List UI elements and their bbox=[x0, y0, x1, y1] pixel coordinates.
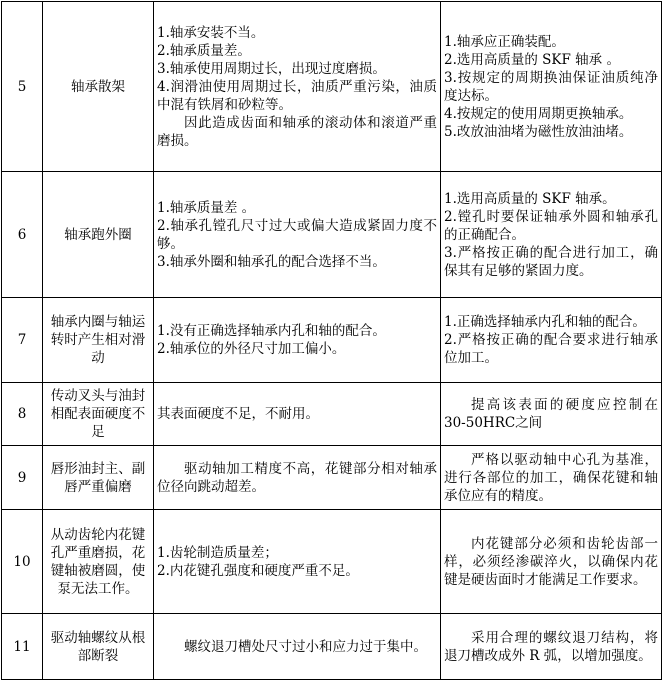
cause-line: 3.轴承使用周期过长，出现过度磨损。 bbox=[157, 60, 386, 77]
fix-line: 提高该表面的硬度应控制在 30-50HRC之间 bbox=[444, 397, 658, 431]
cause-cell bbox=[154, 2, 441, 172]
cause-line: 因此造成齿面和轴承的滚动体和滚道严重磨损。 bbox=[157, 114, 437, 149]
fix-line: 1.正确选择轴承内孔和轴的配合。 bbox=[444, 314, 646, 330]
fix-cell bbox=[441, 383, 662, 446]
cause-line: 2.内花键孔强度和硬度严重不足。 bbox=[157, 562, 359, 579]
fault-table bbox=[1, 1, 662, 680]
fix-cell bbox=[441, 614, 662, 680]
fix-cell bbox=[441, 446, 662, 510]
cause-line: 螺纹退刀槽处尺寸过小和应力过于集中。 bbox=[184, 638, 427, 655]
cause-line: 驱动轴加工精度不高，花键部分相对轴承位径向跳动超差。 bbox=[157, 460, 437, 495]
fix-line: 2.镗孔时要保证轴承外圆和轴承孔的正确配合。 bbox=[444, 208, 658, 243]
fix-line: 2.严格按正确的配合要求进行轴承位加工。 bbox=[444, 332, 658, 366]
fix-cell bbox=[441, 172, 662, 298]
fix-line: 1.轴承应正确装配。 bbox=[444, 33, 565, 50]
fix-line: 1.选用高质量的 SKF 轴承。 bbox=[444, 190, 616, 207]
fix-line: 内花键部分必须和齿轮齿部一样，必须经渗碳淬火，以确保内花键是硬齿面时才能满足工作要求。 bbox=[444, 535, 658, 588]
table-row bbox=[2, 446, 662, 510]
table-row bbox=[2, 383, 662, 446]
cause-cell bbox=[154, 510, 441, 614]
fix-line: 3.按规定的周期换油保证油质纯净度达标。 bbox=[444, 69, 658, 104]
cause-line: 1.没有正确选择轴承内孔和轴的配合。 bbox=[157, 323, 386, 339]
cause-line: 1.轴承质量差 。 bbox=[157, 199, 256, 216]
row-number: 5 bbox=[2, 2, 43, 172]
row-number: 7 bbox=[2, 298, 43, 383]
fault-name: 传动叉头与油封相配表面硬度不足 bbox=[43, 383, 154, 446]
fault-name: 轴承内圈与轴运转时产生相对滑动 bbox=[43, 298, 154, 383]
row-number: 8 bbox=[2, 383, 43, 446]
cause-line: 4.润滑油使用周期过长，油质严重污染，油质中混有铁屑和砂粒等。 bbox=[157, 78, 437, 113]
fix-line: 3.严格按正确的配合进行加工，确保其有足够的紧固力度。 bbox=[444, 244, 658, 279]
fault-name: 驱动轴螺纹从根部断裂 bbox=[43, 614, 154, 680]
fix-line: 4.按规定的使用周期更换轴承。 bbox=[444, 105, 633, 122]
fault-name: 从动齿轮内花键孔严重磨损，花键轴被磨圆，使泵无法工作。 bbox=[43, 510, 154, 614]
row-number: 10 bbox=[2, 510, 43, 614]
fix-line: 采用合理的螺纹退刀结构，将退刀槽改成外 R 弧，以增加强度。 bbox=[444, 629, 658, 664]
fix-line: 2.选用高质量的 SKF 轴承 。 bbox=[444, 51, 620, 68]
fix-cell bbox=[441, 510, 662, 614]
row-number: 9 bbox=[2, 446, 43, 510]
table-row bbox=[2, 172, 662, 298]
table-row bbox=[2, 298, 662, 383]
row-number: 6 bbox=[2, 172, 43, 298]
cause-line: 其表面硬度不足，不耐用。 bbox=[157, 406, 319, 422]
fault-name: 轴承跑外圈 bbox=[43, 172, 154, 298]
cause-line: 2.轴承质量差。 bbox=[157, 42, 251, 59]
fix-cell bbox=[441, 2, 662, 172]
cause-cell bbox=[154, 383, 441, 446]
cause-line: 2.轴承位的外径尺寸加工偏小。 bbox=[157, 341, 346, 357]
fix-line: 5.改放油油堵为磁性放油油堵。 bbox=[444, 123, 633, 140]
cause-cell bbox=[154, 172, 441, 298]
cause-cell bbox=[154, 446, 441, 510]
fix-line: 严格以驱动轴中心孔为基准，进行各部位的加工，确保花键和轴承位应有的精度。 bbox=[444, 451, 658, 504]
cause-cell bbox=[154, 298, 441, 383]
cause-line: 2.轴承孔镗孔尺寸过大或偏大造成紧固力度不够。 bbox=[157, 217, 437, 252]
row-number: 11 bbox=[2, 614, 43, 680]
cause-line: 1.轴承安装不当。 bbox=[157, 24, 265, 41]
fault-name: 轴承散架 bbox=[43, 2, 154, 172]
table-row bbox=[2, 2, 662, 172]
cause-cell bbox=[154, 614, 441, 680]
fault-name: 唇形油封主、副唇严重偏磨 bbox=[43, 446, 154, 510]
cause-line: 1.齿轮制造质量差； bbox=[157, 544, 278, 561]
table-row bbox=[2, 614, 662, 680]
cause-line: 3.轴承外圈和轴承孔的配合选择不当。 bbox=[157, 253, 386, 270]
table-row bbox=[2, 510, 662, 614]
fix-cell bbox=[441, 298, 662, 383]
